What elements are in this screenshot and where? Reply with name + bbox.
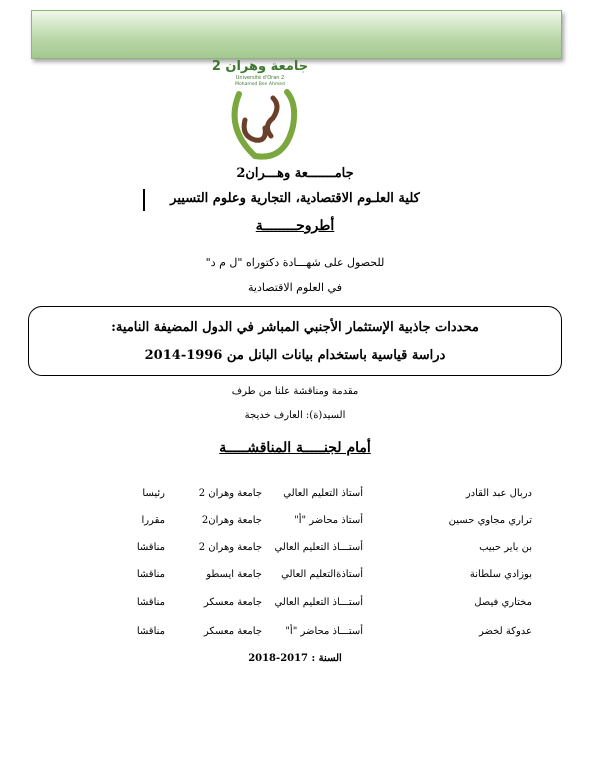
jury-grade: أستـــاذ محاضر "أ" (285, 626, 363, 637)
jury-role: مناقشا (136, 569, 165, 580)
jury-grade: أستـــاذ التعليم العالي (274, 542, 363, 553)
jury-name: مختاري فيصل (474, 597, 532, 608)
jury-name: بوزادي سلطانة (469, 569, 532, 580)
jury-row (0, 515, 590, 535)
jury-university: جامعة وهران 2 (198, 542, 262, 553)
jury-role: مقررا (141, 515, 165, 526)
thesis-title-line-2: دراسة قياسية باستخدام بيانات البانل من 1996-2014 (144, 348, 446, 363)
jury-name: تراري مجاوي حسين (448, 515, 532, 526)
header-banner (31, 10, 562, 59)
university-logo (211, 56, 309, 166)
jury-role: مناقشا (136, 542, 165, 553)
jury-role: رئيسا (142, 488, 165, 499)
jury-grade: أستاذ التعليم العالي (283, 488, 363, 499)
jury-grade: أستـــاذ التعليم العالي (274, 597, 363, 608)
logo-glyph (244, 98, 277, 140)
faculty-name: كلية العلـوم الاقتصادية، التجارية وعلوم التسيير (170, 191, 420, 206)
jury-grade: أستاذةالتعليم العالي (281, 569, 363, 580)
certificate-line: للحصول على شهـــادة دكتوراه "ل م د" (205, 256, 385, 269)
jury-heading: أمام لجنـــــة المناقشـــــة (219, 440, 371, 456)
jury-row (0, 626, 590, 646)
jury-university: جامعة ايسطو (206, 569, 262, 580)
jury-name: بن باير حبيب (479, 542, 532, 553)
jury-name: دربال عبد القادر (465, 488, 532, 499)
field-line: في العلوم الاقتصادية (248, 281, 342, 294)
logo-text-ar: جامعة وهران 2 (211, 59, 309, 74)
jury-university: جامعة وهران 2 (198, 488, 262, 499)
university-name: جامـــــــعة وهـــران2 (236, 166, 354, 181)
jury-role: مناقشا (136, 626, 165, 637)
jury-row (0, 542, 590, 562)
author-name: السيد(ة): العارف خديجة (244, 410, 346, 421)
logo-text-fr-2: Mohamed Ben Ahmed (235, 82, 285, 87)
title-box (28, 306, 562, 376)
jury-university: جامعة وهران2 (201, 515, 262, 526)
jury-row (0, 488, 590, 508)
jury-university: جامعة معسكر (203, 626, 262, 637)
jury-row (0, 597, 590, 617)
jury-row (0, 569, 590, 589)
thesis-label: أطروحــــــــة (255, 218, 335, 234)
jury-university: جامعة معسكر (203, 597, 262, 608)
jury-name: عدوكة لخضر (478, 626, 532, 637)
thesis-title-line-1: محددات جاذبية الإستثمار الأجنبي المباشر في الدول المضيفة النامية: (111, 320, 479, 335)
academic-year: السنة : 2017-2018 (248, 653, 342, 664)
jury-grade: أستاذ محاضر "أ" (294, 515, 363, 526)
logo-text-fr-1: Université d'Oran 2 (235, 75, 285, 81)
jury-role: مناقشا (136, 597, 165, 608)
presented-by: مقدمة ومناقشة علنا من طرف (231, 386, 359, 397)
